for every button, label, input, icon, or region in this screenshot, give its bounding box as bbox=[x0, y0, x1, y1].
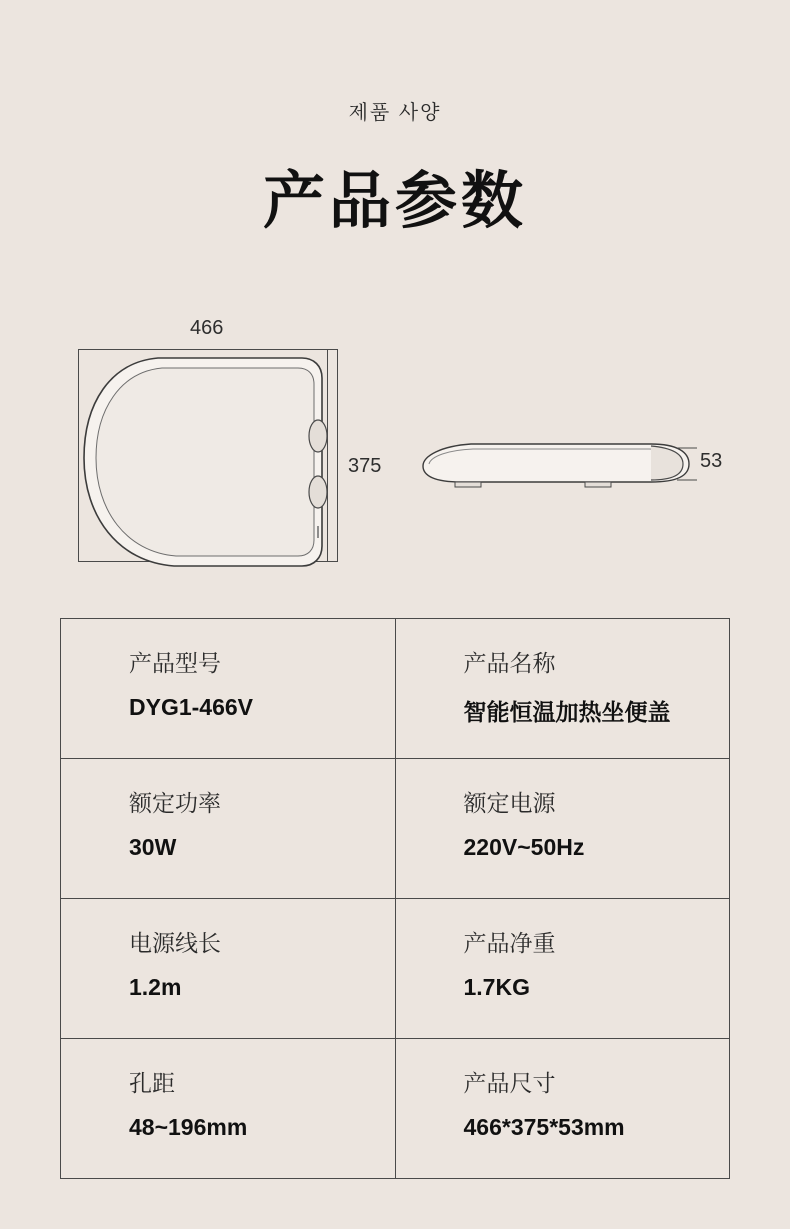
spec-label: 产品名称 bbox=[463, 650, 556, 676]
spec-label: 产品净重 bbox=[463, 930, 556, 956]
page-header bbox=[0, 0, 790, 240]
spec-label: 产品尺寸 bbox=[463, 1070, 556, 1096]
spec-label: 额定功率 bbox=[129, 790, 221, 816]
product-dimension-diagram bbox=[0, 292, 790, 592]
spec-value: 30W bbox=[129, 834, 177, 860]
dimension-width-label: 466 bbox=[190, 317, 224, 339]
spec-value: 48~196mm bbox=[129, 1114, 248, 1140]
spec-value: 1.7KG bbox=[463, 974, 530, 1000]
spec-value: 1.2m bbox=[129, 974, 182, 1000]
dimension-thickness-label: 53 bbox=[700, 450, 723, 472]
table-row bbox=[61, 759, 730, 899]
spec-cell-rated-power bbox=[61, 759, 396, 899]
table-row bbox=[61, 1039, 730, 1179]
spec-label: 电源线长 bbox=[129, 930, 221, 956]
specification-table bbox=[60, 618, 730, 1179]
spec-value: 智能恒温加热坐便盖 bbox=[463, 699, 671, 725]
spec-value: 220V~50Hz bbox=[463, 834, 585, 860]
spec-cell-model bbox=[61, 619, 396, 759]
spec-label: 产品型号 bbox=[129, 650, 221, 676]
spec-cell-rated-voltage bbox=[395, 759, 730, 899]
spec-cell-net-weight bbox=[395, 899, 730, 1039]
spec-cell-product-size bbox=[395, 1039, 730, 1179]
table-row bbox=[61, 619, 730, 759]
toilet-seat-side-view-illustration bbox=[415, 422, 705, 502]
spec-cell-cord-length bbox=[61, 899, 396, 1039]
dimension-height-label: 375 bbox=[348, 455, 382, 477]
spec-label: 孔距 bbox=[129, 1070, 175, 1096]
page-subtitle: 제품 사양 bbox=[348, 102, 442, 124]
spec-value: DYG1-466V bbox=[129, 694, 254, 720]
spec-cell-hole-spacing bbox=[61, 1039, 396, 1179]
spec-cell-product-name bbox=[395, 619, 730, 759]
page-title: 产品参数 bbox=[262, 167, 527, 236]
table-row bbox=[61, 899, 730, 1039]
toilet-seat-top-view-illustration bbox=[70, 340, 350, 580]
spec-value: 466*375*53mm bbox=[463, 1114, 625, 1140]
spec-label: 额定电源 bbox=[463, 790, 556, 816]
